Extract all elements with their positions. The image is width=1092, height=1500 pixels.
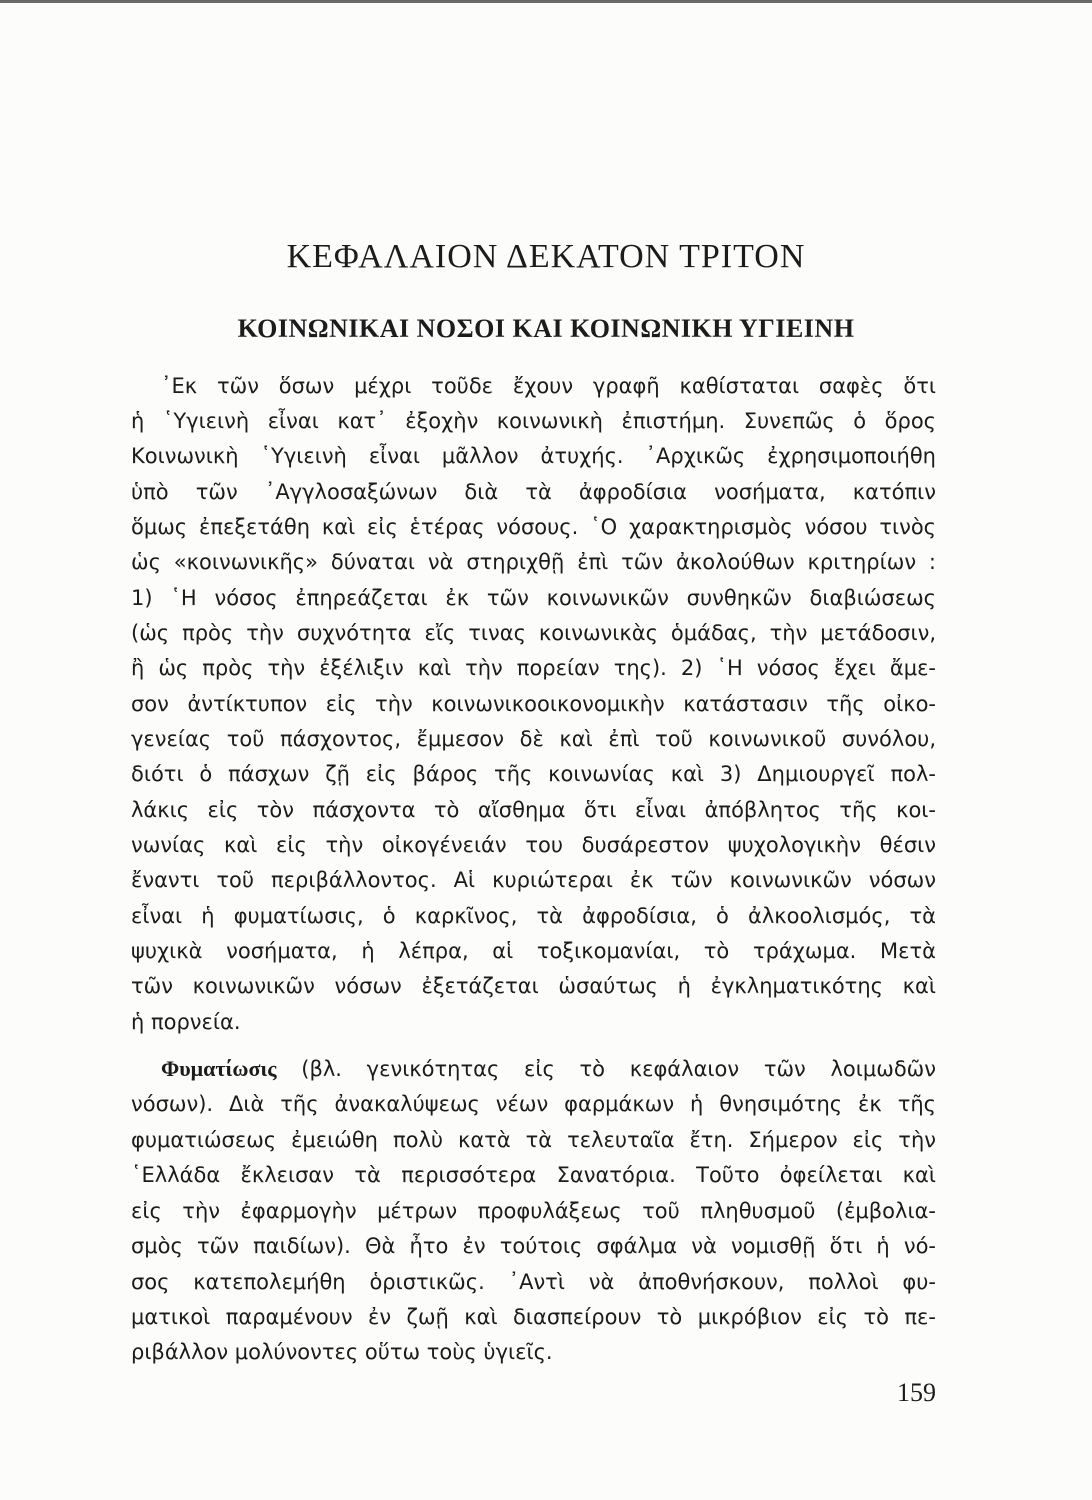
paragraph-1-line: ὡς «κοινωνικῆς» δύναται νὰ στηριχθῇ ἐπὶ τῶν ἀκολούθων κριτηρίων : <box>131 550 936 574</box>
paragraph-1-line: νωνίας καὶ εἰς τὴν οἰκογένειάν του δυσάρεστον ψυχολογικὴν θέσιν <box>131 833 936 857</box>
run-in-heading: Φυματίωσις <box>161 1056 277 1081</box>
paragraph-2-line: φυματιώσεως ἐμειώθη πολὺ κατὰ τὰ τελευταῖα ἔτη. Σήμερον εἰς τὴν <box>131 1128 936 1152</box>
paragraph-1-line: γενείας τοῦ πάσχοντος, ἔμμεσον δὲ καὶ ἐπὶ τοῦ κοινωνικοῦ συνόλου, <box>131 727 936 751</box>
paragraph-1-line: (ὡς πρὸς τὴν συχνότητα εἴς τινας κοινωνικὰς ὁμάδας, τὴν μετάδοσιν, <box>131 621 936 645</box>
paragraph-1-line: ψυχικὰ νοσήματα, ἡ λέπρα, αἱ τοξικομανίαι, τὸ τράχωμα. Μετὰ <box>131 939 936 963</box>
paragraph-2-line: σμὸς τῶν παιδίων). Θὰ ἦτο ἐν τούτοις σφάλμα νὰ νομισθῇ ὅτι ἡ νό- <box>131 1234 936 1258</box>
paragraph-1-line: ἢ ὡς πρὸς τὴν ἐξέλιξιν καὶ τὴν πορείαν της). 2) ῾Η νόσος ἔχει ἄμε- <box>131 656 936 680</box>
paragraph-1-line: ὅμως ἐπεξετάθη καὶ εἰς ἑτέρας νόσους. ῾Ο χαρακτηρισμὸς νόσου τινὸς <box>131 515 936 539</box>
paragraph-1-line: ὑπὸ τῶν ᾿Αγγλοσαξώνων διὰ τὰ ἀφροδίσια νοσήματα, κατόπιν <box>131 480 936 504</box>
paragraph-1-line: διότι ὁ πάσχων ζῇ εἰς βάρος τῆς κοινωνίας καὶ 3) Δημιουργεῖ πολ- <box>131 762 936 786</box>
paragraph-2-line: σος κατεπολεμήθη ὁριστικῶς. ᾿Αντὶ νὰ ἀποθνήσκουν, πολλοὶ φυ- <box>131 1270 936 1294</box>
paragraph-1-line: εἶναι ἡ φυματίωσις, ὁ καρκῖνος, τὰ ἀφροδίσια, ὁ ἀλκοολισμός, τὰ <box>131 904 936 928</box>
paragraph-1-line: ἔναντι τοῦ περιβάλλοντος. Αἱ κυριώτεραι ἐκ τῶν κοινωνικῶν νόσων <box>131 868 936 892</box>
paragraph-1-line: 1) ῾Η νόσος ἐπηρεάζεται ἐκ τῶν κοινωνικῶν συνθηκῶν διαβιώσεως <box>131 586 936 610</box>
paragraph-2-line: ματικοὶ παραμένουν ἐν ζωῇ καὶ διασπείρουν τὸ μικρόβιον εἰς τὸ πε- <box>131 1305 936 1329</box>
chapter-title: ΚΕΦΑΛΑΙΟΝ ΔΕΚΑΤΟΝ ΤΡΙΤΟΝ <box>286 238 806 275</box>
paragraph-2-first-line-text: (βλ. γενικότητας εἰς τὸ κεφάλαιον τῶν λοιμωδῶν <box>301 1057 936 1081</box>
paragraph-1-line: ἡ ῾Υγιεινὴ εἶναι κατ᾿ ἐξοχὴν κοινωνικὴ ἐπιστήμη. Συνεπῶς ὁ ὅρος <box>131 409 936 433</box>
paragraph-2-line: νόσων). Διὰ τῆς ἀνακαλύψεως νέων φαρμάκων ἡ θνησιμότης ἐκ τῆς <box>131 1092 936 1116</box>
paragraph-2-first-line <box>161 1054 936 1084</box>
paragraph-2-line: ῾Ελλάδα ἔκλεισαν τὰ περισσότερα Σανατόρια. Τοῦτο ὀφείλεται καὶ <box>131 1163 936 1187</box>
paragraph-1-line: Κοινωνικὴ ῾Υγιεινὴ εἶναι μᾶλλον ἀτυχής. ᾿Αρχικῶς ἐχρησιμοποιήθη <box>131 444 936 468</box>
paragraph-1-line: τῶν κοινωνικῶν νόσων ἐξετάζεται ὡσαύτως ἡ ἐγκληματικότης καὶ <box>131 974 936 998</box>
paragraph-1-line: ᾿Εκ τῶν ὅσων μέχρι τοῦδε ἔχουν γραφῆ καθίσταται σαφὲς ὅτι <box>161 374 936 398</box>
paragraph-1-line: σον ἀντίκτυπον εἰς τὴν κοινωνικοοικονομικὴν κατάστασιν τῆς οἰκο- <box>131 692 936 716</box>
section-title: ΚΟΙΝΩΝΙΚΑΙ ΝΟΣΟΙ ΚΑΙ ΚΟΙΝΩΝΙΚΗ ΥΓΙΕΙΝΗ <box>237 314 855 343</box>
paragraph-2-line: ριβάλλον μολύνοντες οὕτω τοὺς ὑγιεῖς. <box>131 1340 553 1364</box>
paragraph-1-line: λάκις εἰς τὸν πάσχοντα τὸ αἴσθημα ὅτι εἶναι ἀπόβλητος τῆς κοι- <box>131 798 936 822</box>
paragraph-1-line: ἡ πορνεία. <box>131 1010 241 1034</box>
paragraph-2-line: εἰς τὴν ἐφαρμογὴν μέτρων προφυλάξεως τοῦ πληθυσμοῦ (ἐμβολια- <box>131 1199 936 1223</box>
page-number: 159 <box>897 1378 936 1407</box>
